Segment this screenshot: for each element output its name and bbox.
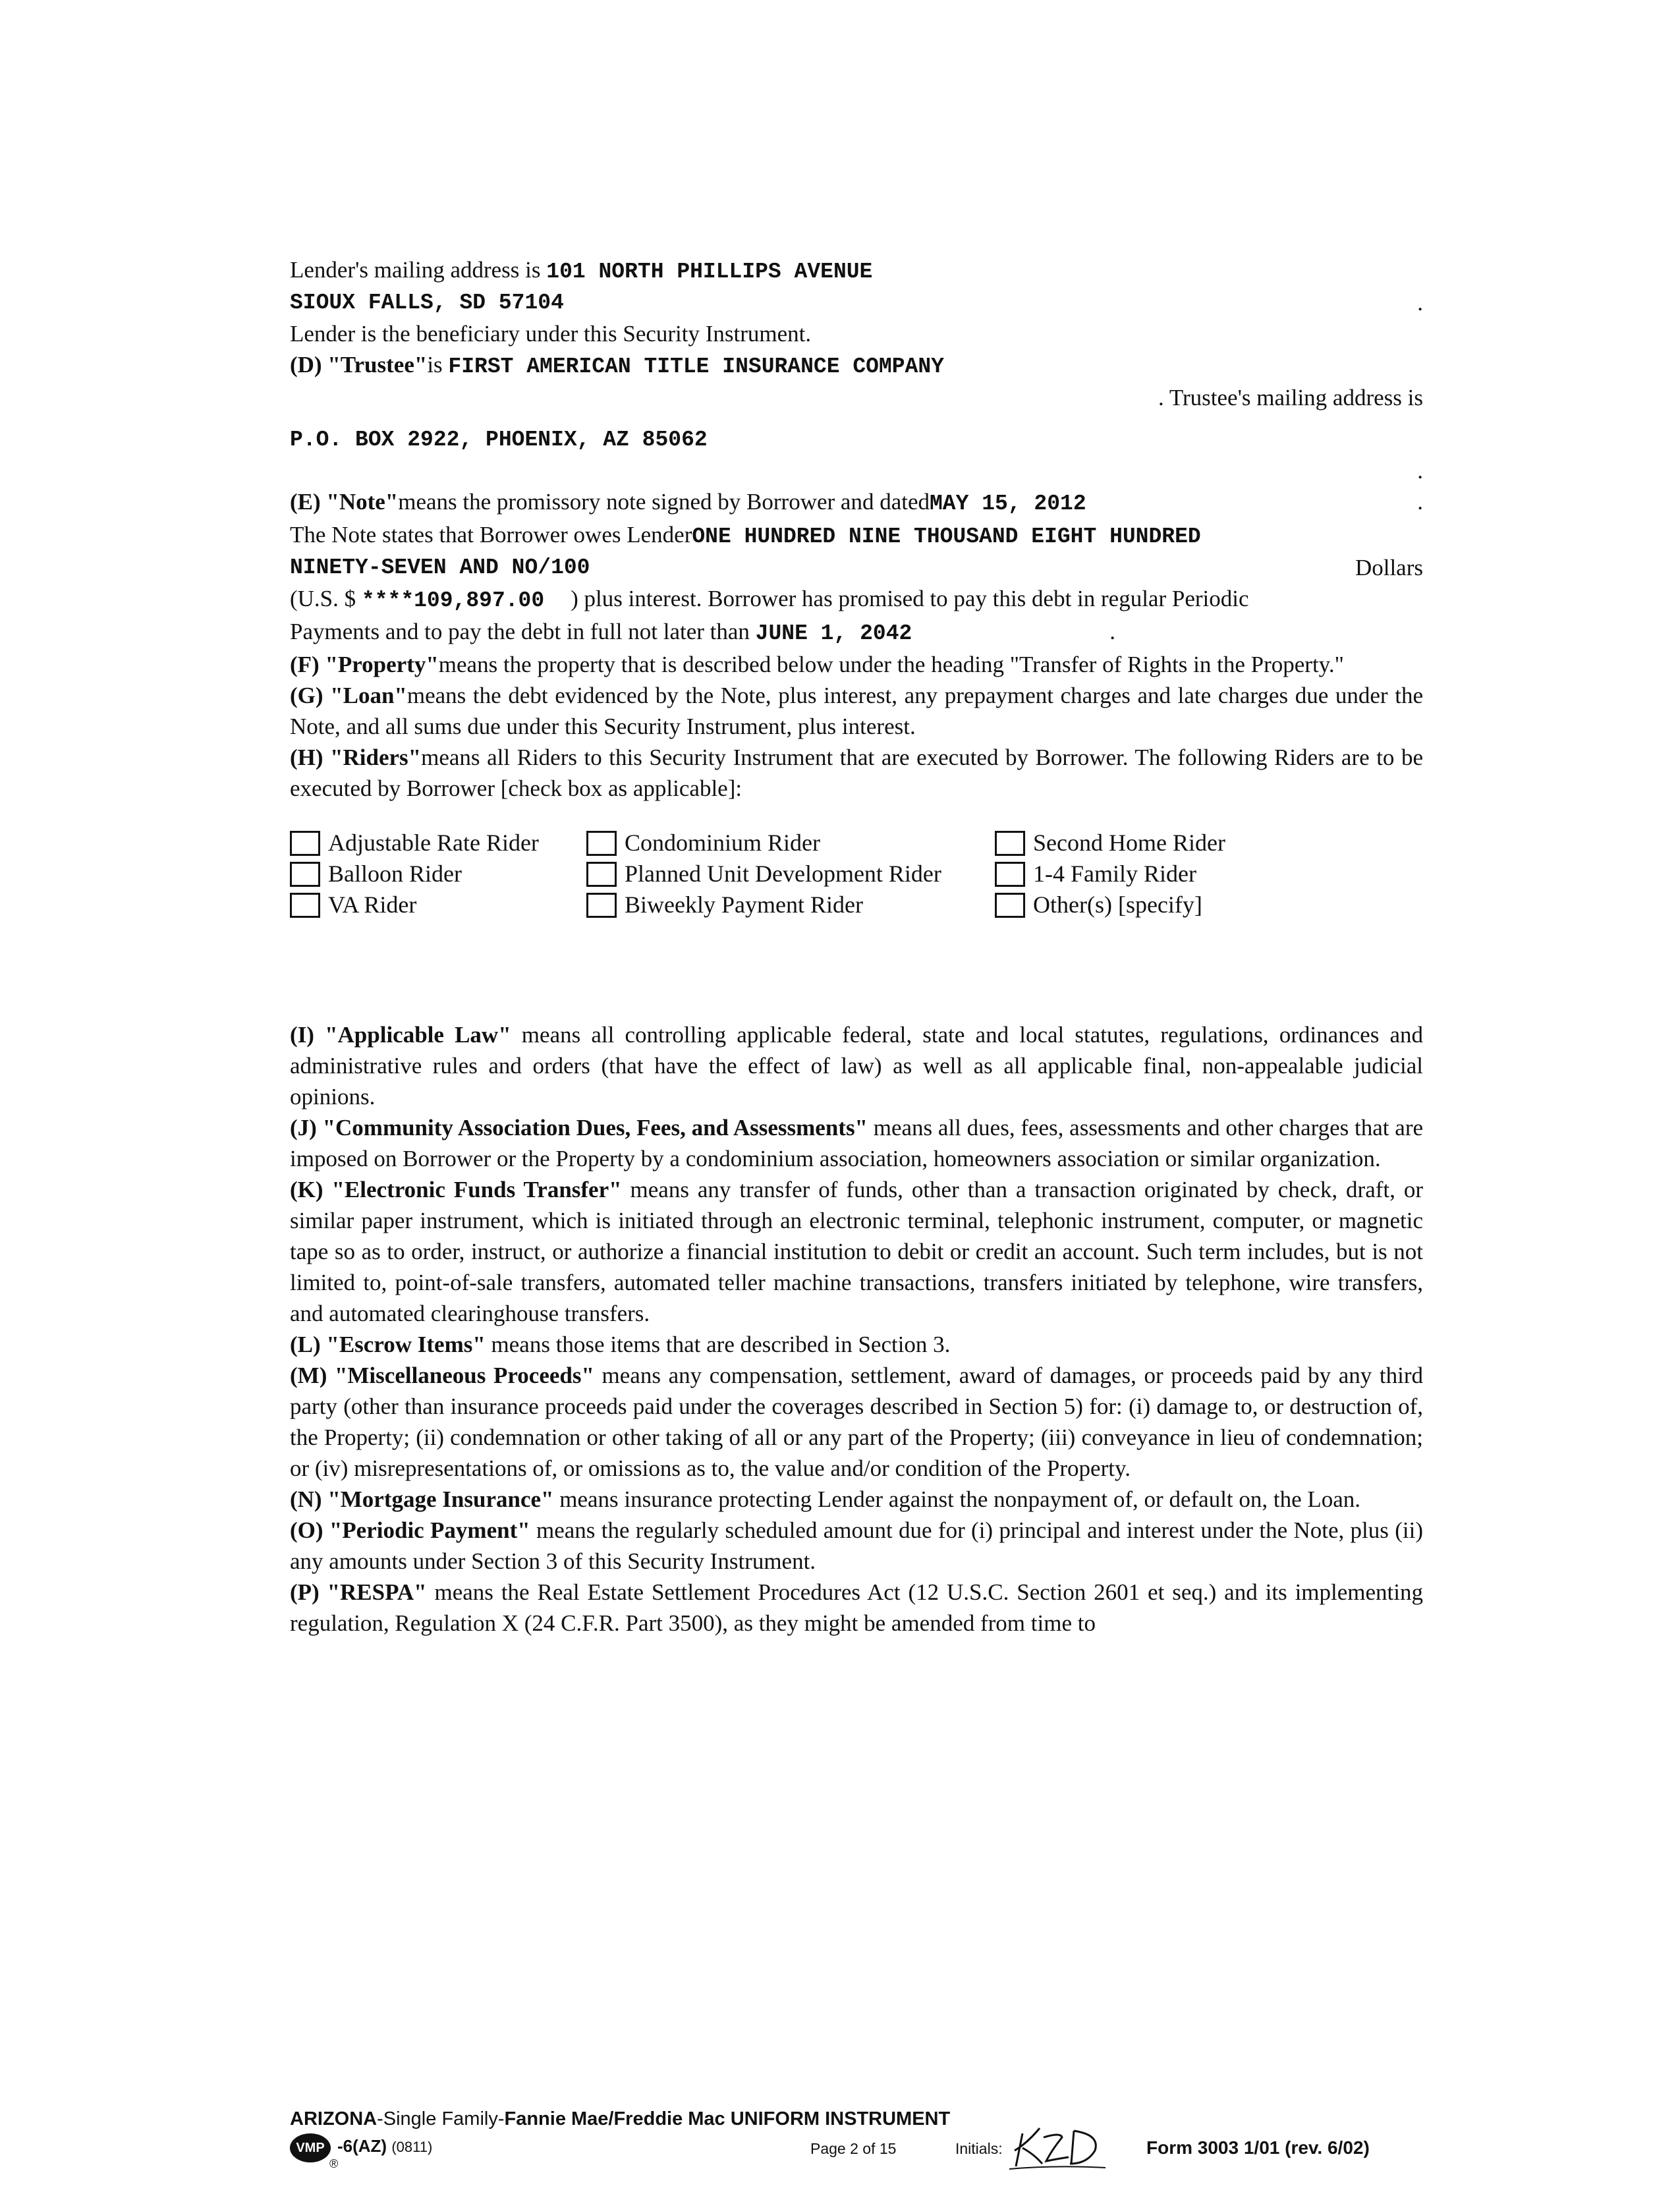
rider-balloon[interactable]: Balloon Rider [290, 859, 586, 889]
note-amount-line2 [290, 552, 1423, 583]
page-number: Page 2 of 15 [810, 2140, 897, 2157]
note-amount-words-2: NINETY-SEVEN AND NO/100 [290, 555, 590, 580]
lender-address-street: 101 NORTH PHILLIPS AVENUE [546, 260, 873, 284]
definition-respa: (P) "RESPA" means the Real Estate Settlement Procedures Act (12 U.S.C. Section 2601 et seq.) and its implementing regulation, Regulation X (24 C.F.R. Part 3500), as they might be amended from time to [290, 1579, 1423, 1636]
riders-column-2 [586, 828, 995, 920]
checkbox[interactable] [290, 893, 320, 918]
initials-signature-icon [1008, 2108, 1107, 2171]
footer-instrument-title: ARIZONA-Single Family-Fannie Mae/Freddie Mac UNIFORM INSTRUMENT [290, 2108, 951, 2129]
registered-mark: ® [329, 2157, 339, 2170]
lender-address-line1: Lender's mailing address is 101 NORTH PHILLIPS AVENUE [290, 257, 873, 284]
vmp-logo-icon: VMP [290, 2133, 331, 2162]
definition-property: (F) "Property"means the property that is described below under the heading "Transfer of Rights in the Property." [290, 652, 1344, 677]
rider-pud[interactable]: Planned Unit Development Rider [586, 859, 995, 889]
definition-applicable-law: (I) "Applicable Law" means all controlling applicable federal, state and local statutes, regulations, ordinances and administrative rules and orders (that have the effect of law) as well as all applicable final, non-appealable judicial opinions. [290, 1022, 1424, 1110]
document-body [290, 254, 1423, 1639]
form-number: Form 3003 1/01 (rev. 6/02) [1146, 2137, 1370, 2158]
definition-escrow-items: (L) "Escrow Items" means those items that are described in Section 3. [290, 1332, 951, 1357]
trustee-term: "Trustee" [327, 352, 428, 378]
definition-mortgage-insurance: (N) "Mortgage Insurance" means insurance protecting Lender against the nonpayment of, or default on, the Loan. [290, 1486, 1361, 1512]
initials-label: Initials: [955, 2140, 1003, 2157]
checkbox[interactable] [995, 831, 1025, 856]
lender-address-city: SIOUX FALLS, SD 57104 [290, 291, 564, 315]
definition-misc-proceeds: (M) "Miscellaneous Proceeds" means any compensation, settlement, award of damages, or proceeds paid by any third party (other than insurance proceeds paid under the coverages described in Section 5) for: (i) damage to, or destruction of, the Property; (ii) condemnation or other taking of all or any part of the Property; (iii) conveyance in lieu of condemnation; or (iv) misrepresentations of, or omissions as to, the value and/or condition of the Property. [290, 1363, 1423, 1481]
trustee-name: FIRST AMERICAN TITLE INSURANCE COMPANY [448, 354, 944, 379]
note-date: MAY 15, 2012 [930, 492, 1086, 516]
note-maturity-line: Payments and to pay the debt in full not later than JUNE 1, 2042 . [290, 619, 1116, 646]
riders-column-1 [290, 828, 586, 920]
note-amount: ****109,897.00 [361, 588, 545, 613]
trustee-address: P.O. BOX 2922, PHOENIX, AZ 85062 [290, 428, 708, 452]
definition-eft: (K) "Electronic Funds Transfer" means any transfer of funds, other than a transaction originated by check, draft, or similar paper instrument, which is initiated through an electronic terminal, telephonic instrument, computer, or magnetic tape so as to order, instruct, or authorize a financial institution to debit or credit an account. Such term includes, but is not limited to, point-of-sale transfers, automated teller machine transactions, transfers initiated by telephone, wire transfers, and automated clearinghouse transfers. [290, 1177, 1423, 1326]
note-amount-line1: The Note states that Borrower owes LenderONE HUNDRED NINE THOUSAND EIGHT HUNDRED [290, 522, 1201, 549]
definition-community-association: (J) "Community Association Dues, Fees, and Assessments" means all dues, fees, assessments and other charges that are imposed on Borrower or the Property by a condominium association, homeowners association or similar organization. [290, 1115, 1424, 1171]
checkbox[interactable] [995, 862, 1025, 887]
checkbox[interactable] [586, 893, 617, 918]
trustee-mailing-label: . Trustee's mailing address is [1158, 385, 1423, 410]
note-amount-words: ONE HUNDRED NINE THOUSAND EIGHT HUNDRED [692, 524, 1201, 549]
rider-others[interactable]: Other(s) [specify] [995, 889, 1291, 920]
note-definition: (E) "Note"means the promissory note signed by Borrower and datedMAY 15, 2012 . [290, 489, 1423, 516]
rider-biweekly[interactable]: Biweekly Payment Rider [586, 889, 995, 920]
note-term: "Note" [326, 489, 399, 515]
checkbox[interactable] [290, 831, 320, 856]
riders-column-3 [995, 828, 1291, 920]
checkbox[interactable] [586, 831, 617, 856]
checkbox[interactable] [586, 862, 617, 887]
rider-1-4-family[interactable]: 1-4 Family Rider [995, 859, 1291, 889]
page-footer [290, 2108, 1423, 2181]
checkbox[interactable] [290, 862, 320, 887]
trustee-definition: (D) "Trustee"is FIRST AMERICAN TITLE INSURANCE COMPANY [290, 352, 944, 379]
lender-address-line2: SIOUX FALLS, SD 57104 . [290, 287, 1423, 318]
note-maturity-date: JUNE 1, 2042 [755, 621, 912, 646]
dollars-label: Dollars [1355, 555, 1423, 580]
checkbox[interactable] [995, 893, 1025, 918]
lender-beneficiary: Lender is the beneficiary under this Security Instrument. [290, 321, 812, 347]
rider-adjustable-rate[interactable]: Adjustable Rate Rider [290, 828, 586, 859]
trustee-address-tail: . [1417, 458, 1423, 484]
note-amount-line3: (U.S. $ ****109,897.00 ) plus interest. Borrower has promised to pay this debt in regular Periodic [290, 586, 1249, 613]
rider-second-home[interactable]: Second Home Rider [995, 828, 1291, 859]
footer-form-code: -6(AZ) (0811) [337, 2136, 433, 2156]
definition-riders: (H) "Riders"means all Riders to this Security Instrument that are executed by Borrower. The following Riders are to be executed by Borrower [check box as applicable]: [290, 745, 1423, 801]
definition-periodic-payment: (O) "Periodic Payment" means the regularly scheduled amount due for (i) principal and interest under the Note, plus (ii) any amounts under Section 3 of this Security Instrument. [290, 1517, 1423, 1574]
rider-va[interactable]: VA Rider [290, 889, 586, 920]
riders-checklist [290, 828, 1423, 920]
definition-loan: (G) "Loan"means the debt evidenced by the Note, plus interest, any prepayment charges and late charges due under the Note, and all sums due under this Security Instrument, plus interest. [290, 683, 1423, 739]
rider-condominium[interactable]: Condominium Rider [586, 828, 995, 859]
